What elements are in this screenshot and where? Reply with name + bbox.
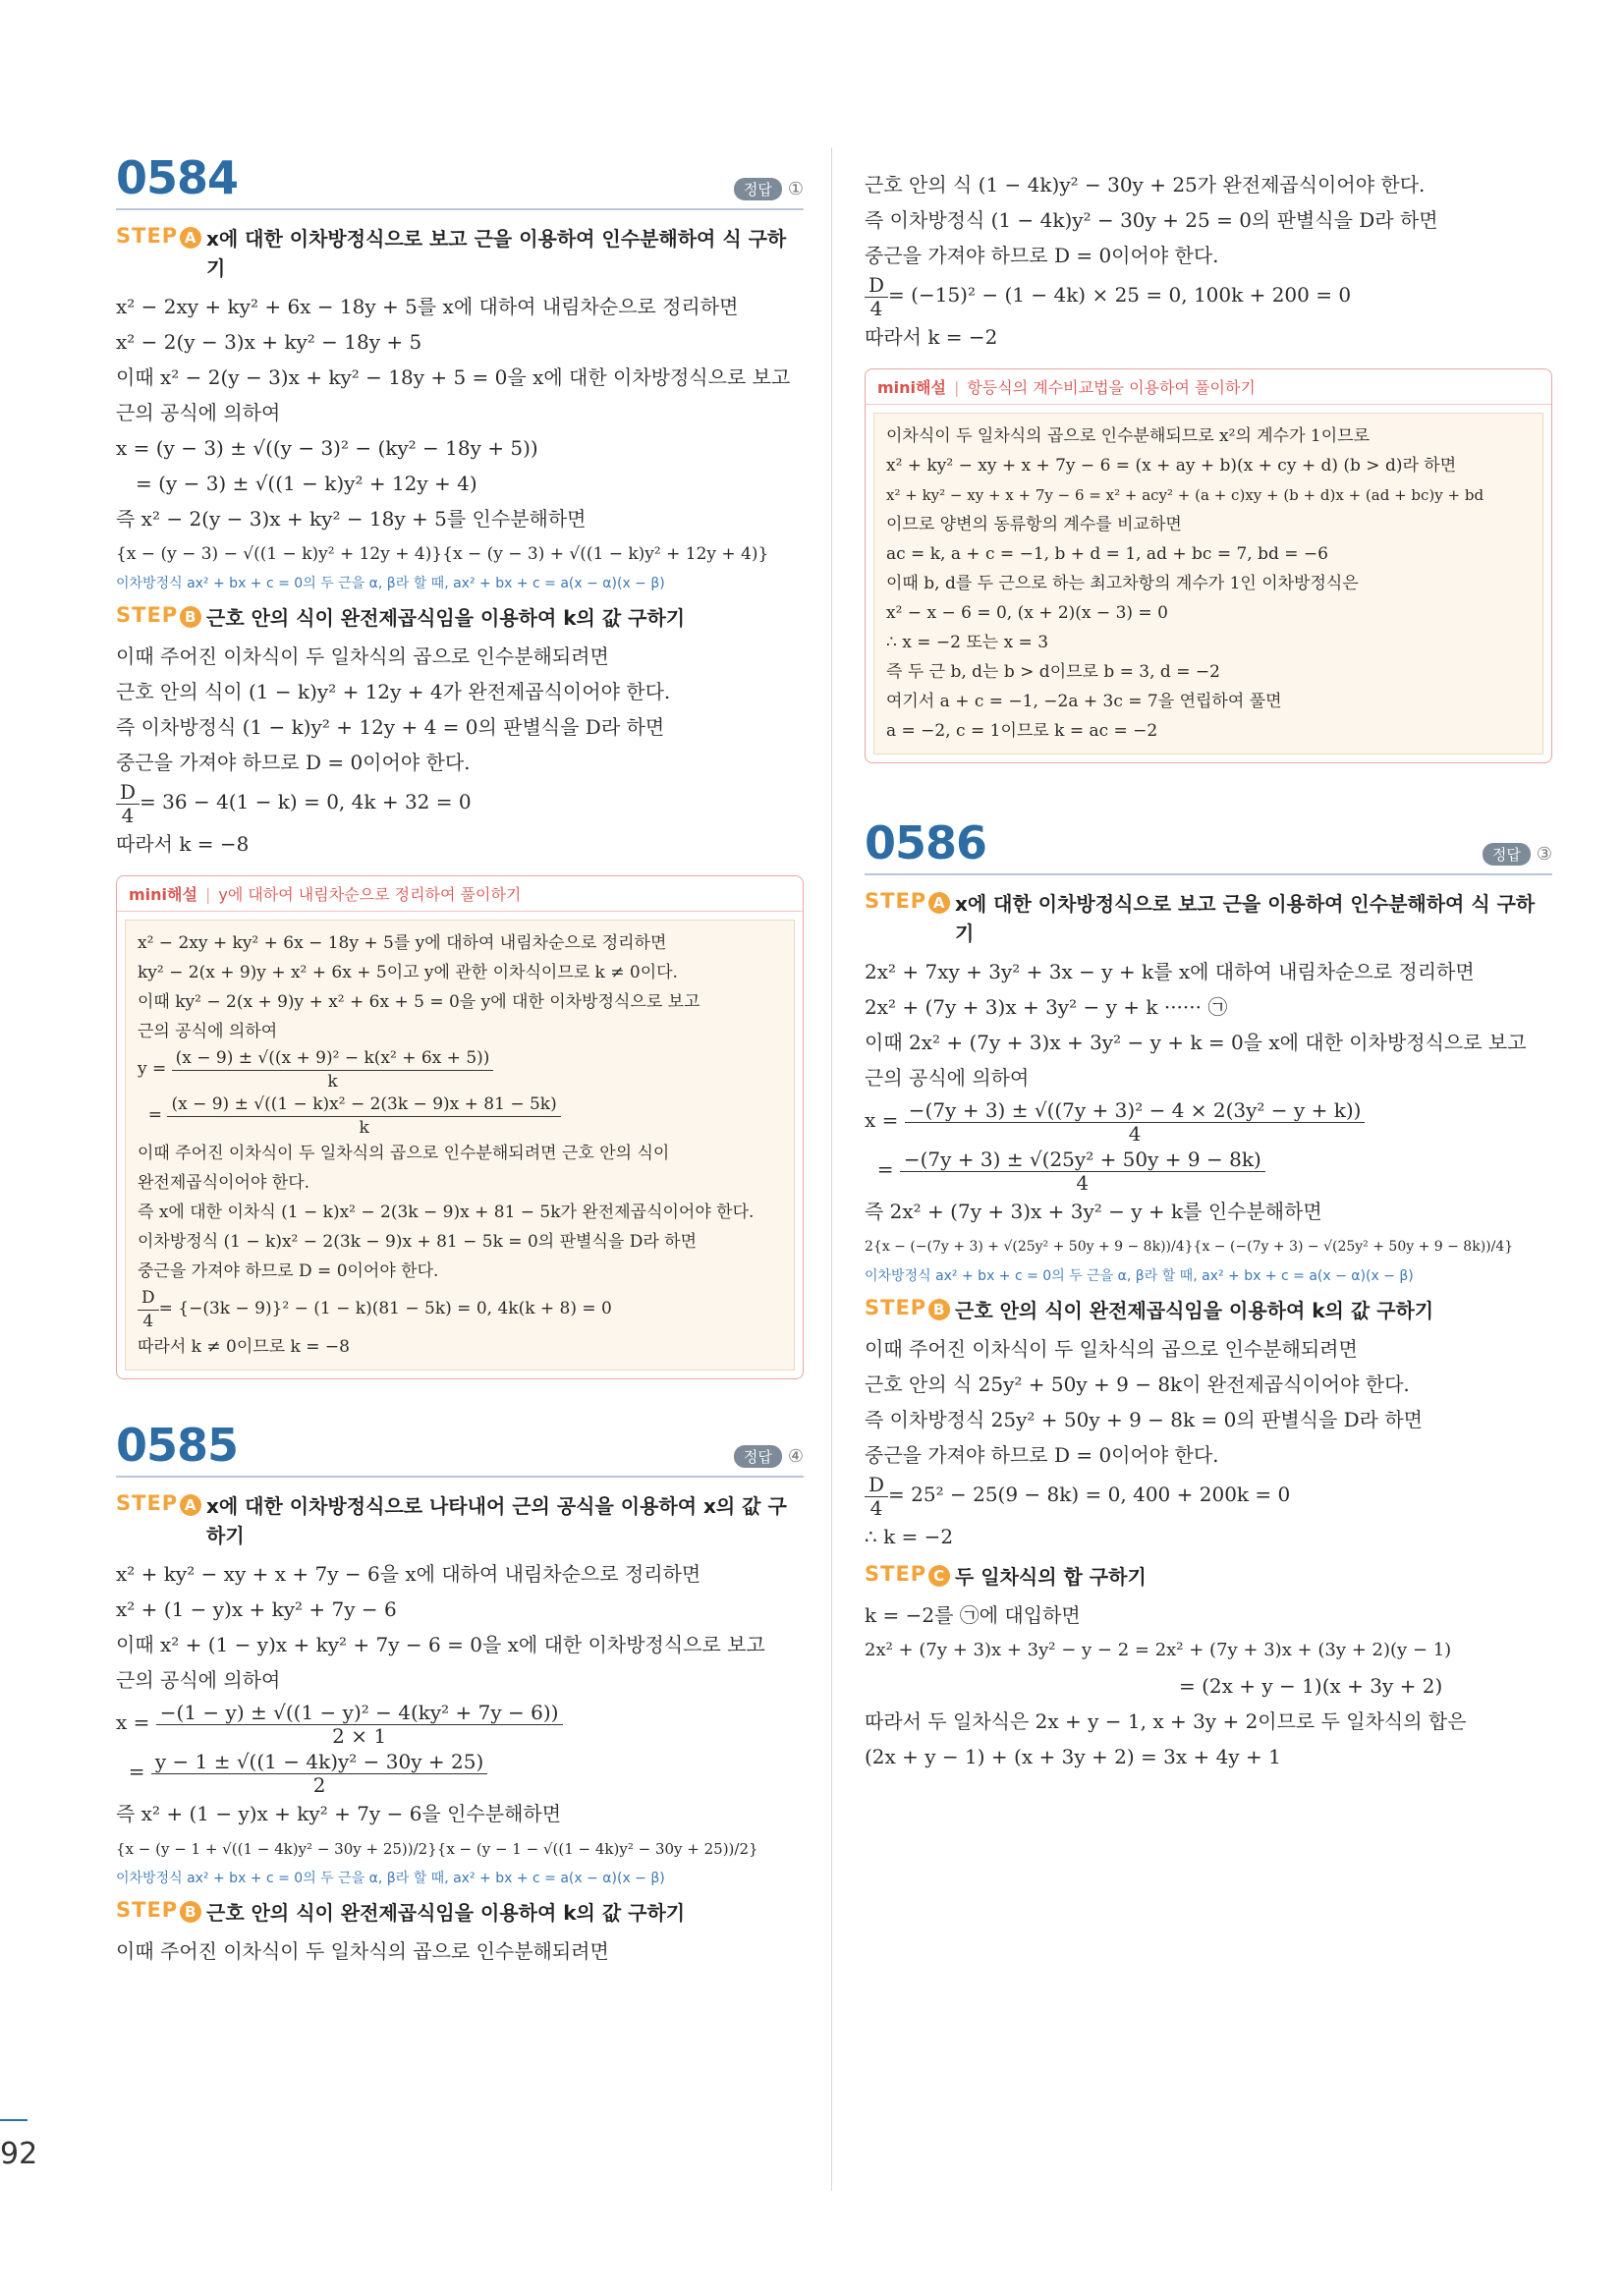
problem-number: 0585 [116,1419,239,1472]
solution-line: = $\frac{\text{y − 1 ± √((1 − 4k)y² − 30y + 25)}}{2}$ [116,1747,804,1796]
solution-line: 중근을 가져야 하므로 D = 0이어야 한다. [865,1443,1219,1467]
solution-line: 이때 주어진 이차식이 두 일차식의 곱으로 인수분해되려면 [865,1337,1358,1361]
solution-line: k = −2를 ㉠에 대입하면 [865,1603,1081,1627]
page-number: 92 [0,2137,38,2171]
solution-line: 2x² + (7y + 3)x + 3y² − y − 2 = 2x² + (7y + 3)x + (3y + 2)(y − 1) [865,1640,1452,1660]
solution-line: {x − (y − 3) − √((1 − k)y² + 12y + 4)}{x − (y − 3) + √((1 − k)y² + 12y + 4)} [116,544,769,564]
fraction: $\frac{\text{y − 1 ± √((1 − 4k)y² − 30y + 25)}}{2}$ [151,1750,487,1796]
solution-line: 근호 안의 식 25y² + 50y + 9 − 8k이 완전제곱식이어야 한다. [865,1372,1410,1396]
answer-value: ④ [787,1446,804,1467]
solution-line: (2x + y − 1) + (x + 3y + 2) = 3x + 4y + 1 [865,1745,1281,1768]
step-title: 근호 안의 식이 완전제곱식임을 이용하여 k의 값 구하기 [206,606,686,630]
mini-line: x² + ky² − xy + x + 7y − 6 = x² + acy² + (a + c)xy + (b + d)x + (ad + bc)y + bd [886,486,1484,504]
solution-line: = (y − 3) ± √((1 − k)y² + 12y + 4) [136,472,477,495]
mini-body [873,413,1543,755]
step-tag: STEP A [116,224,206,249]
step-b [116,603,804,633]
reference-note: 이차방정식 ax² + bx + c = 0의 두 근을 α, β라 할 때, ax² + bx + c = a(x − α)(x − β) [116,1871,665,1886]
solution-line: x = $\frac{\text{−(1 − y) ± √((1 − y)² − 4(ky² + 7y − 6))}}{2 \times 1}$ [116,1698,804,1747]
fraction: $\frac{D}{4}$ [116,780,140,826]
solution-line: 근호 안의 식이 (1 − k)y² + 12y + 4가 완전제곱식이어야 한다. [116,680,671,703]
step-tag: STEP A [865,889,955,914]
mini-header: mini해설 | y에 대하여 내림차순으로 정리하여 풀이하기 [117,876,803,912]
mini-line: ∴ x = −2 또는 x = 3 [886,633,1049,652]
problem-number: 0584 [116,151,239,204]
right-column [865,167,1552,1774]
answer-value: ① [787,179,804,199]
mini-line: 여기서 a + c = −1, −2a + 3c = 7을 연립하여 풀면 [886,692,1282,711]
solution-line: 이때 2x² + (7y + 3)x + 3y² − y + k = 0을 x에 대한 이차방정식으로 보고 [865,1031,1527,1054]
mini-line: 완전제곱식이어야 한다. [138,1173,310,1193]
solution-line: 2{x − (−(7y + 3) + √(25y² + 50y + 9 − 8k))/4}{x − (−(7y + 3) − √(25y² + 50y + 9 − 8k))/4} [865,1239,1514,1255]
fraction: $\frac{\text{(x − 9) ± √((x + 9)² − k(x² + 6x + 5))}}{k}$ [172,1046,494,1092]
solution-line: 이때 주어진 이차식이 두 일차식의 곱으로 인수분해되려면 [116,644,609,668]
solution-line: 근호 안의 식 (1 − 4k)y² − 30y + 25가 완전제곱식이어야 한다. [865,173,1426,196]
step-title: x에 대한 이차방정식으로 보고 근을 이용하여 인수분해하여 식 구하기 [955,892,1536,945]
fraction: $\frac{\text{−(7y + 3) ± √((7y + 3)² − 4 × 2(3y² − y + k))}}{4}$ [905,1098,1366,1145]
solution-line: x² + ky² − xy + x + 7y − 6을 x에 대하여 내림차순으로 정리하면 [116,1562,701,1586]
left-column [116,147,804,1969]
step-title: x에 대한 이차방정식으로 나타내어 근의 공식을 이용하여 x의 값 구하기 [206,1494,787,1547]
solution-line: ∴ k = −2 [865,1525,954,1548]
solution-line: {x − (y − 1 + √((1 − 4k)y² − 30y + 25))/2}{x − (y − 1 − √((1 − 4k)y² − 30y + 25))/2} [116,1840,758,1858]
mini-line: 이때 ky² − 2(x + 9)y + x² + 6x + 5 = 0을 y에 대한 이차방정식으로 보고 [138,992,700,1012]
mini-line: 이때 b, d를 두 근으로 하는 최고차항의 계수가 1인 이차방정식은 [886,574,1359,593]
step-title: 근호 안의 식이 완전제곱식임을 이용하여 k의 값 구하기 [955,1299,1434,1322]
solution-line: 따라서 k = −2 [865,325,998,349]
problem-header-0586 [865,812,1552,875]
step-tag: STEP A [116,1491,206,1516]
mini-line: 즉 x에 대한 이차식 (1 − k)x² − 2(3k − 9)x + 81 − 5k가 완전제곱식이어야 한다. [138,1203,755,1222]
answer-badge: 정답 [734,178,782,200]
answer-label [734,178,804,200]
step-b [116,1898,804,1928]
step-tag: STEP C [865,1562,955,1587]
mini-explanation [865,368,1552,763]
solution-line: 이때 x² − 2(y − 3)x + ky² − 18y + 5 = 0을 x에 대한 이차방정식으로 보고 [116,365,791,389]
solution-line: 즉 이차방정식 (1 − 4k)y² − 30y + 25 = 0의 판별식을 D라 하면 [865,208,1438,232]
solution-line: $\frac{D}{4}$ = 36 − 4(1 − k) = 0, 4k + 32 = 0 [116,780,804,826]
mini-line: 중근을 가져야 하므로 D = 0이어야 한다. [138,1261,439,1281]
solution-line: 즉 이차방정식 25y² + 50y + 9 − 8k = 0의 판별식을 D라 하면 [865,1408,1423,1431]
mini-line: 근의 공식에 의하여 [138,1022,278,1041]
step-tag: STEP B [865,1296,955,1320]
mini-line: 이차식이 두 일차식의 곱으로 인수분해되므로 x²의 계수가 1이므로 [886,426,1371,446]
mini-line: x² − x − 6 = 0, (x + 2)(x − 3) = 0 [886,603,1168,623]
solution-line: x² + (1 − y)x + ky² + 7y − 6 [116,1597,397,1621]
step-tag: STEP B [116,603,206,628]
answer-label [734,1445,804,1468]
fraction: $\frac{\text{−(7y + 3) ± √(25y² + 50y + 9 − 8k)}}{4}$ [900,1148,1265,1194]
solution-line: 근의 공식에 의하여 [865,1066,1030,1090]
solution-line: 따라서 두 일차식은 2x + y − 1, x + 3y + 2이므로 두 일차식의 합은 [865,1709,1467,1733]
solution-line: 즉 x² + (1 − y)x + ky² + 7y − 6을 인수분해하면 [116,1802,562,1825]
solution-line: 중근을 가져야 하므로 D = 0이어야 한다. [116,751,471,774]
mini-line: ky² − 2(x + 9)y + x² + 6x + 5이고 y에 관한 이차식이므로 k ≠ 0이다. [138,963,678,982]
column-divider [831,147,832,2191]
fraction: $\frac{\text{−(1 − y) ± √((1 − y)² − 4(ky² + 7y − 6))}}{2 \times 1}$ [156,1701,563,1747]
mini-line: a = −2, c = 1이므로 k = ac = −2 [886,721,1158,741]
page-number-bar [0,2119,28,2121]
answer-badge: 정답 [1483,843,1531,866]
solution-line: 즉 2x² + (7y + 3)x + 3y² − y + k를 인수분해하면 [865,1200,1322,1223]
fraction: $\frac{D}{4}$ [865,1473,888,1519]
step-b [865,1296,1552,1325]
solution-line: 이때 x² + (1 − y)x + ky² + 7y − 6 = 0을 x에 대한 이차방정식으로 보고 [116,1633,765,1656]
step-title: 근호 안의 식이 완전제곱식임을 이용하여 k의 값 구하기 [206,1901,686,1925]
solution-line: 이때 주어진 이차식이 두 일차식의 곱으로 인수분해되려면 [116,1939,609,1963]
solution-line: = (2x + y − 1)(x + 3y + 2) [1179,1674,1443,1698]
mini-line: = $\frac{\text{(x − 9) ± √((1 − k)x² − 2(3k − 9)x + 81 − 5k)}}{k}$ [138,1092,782,1139]
solution-line: = $\frac{\text{−(7y + 3) ± √(25y² + 50y + 9 − 8k)}}{4}$ [865,1145,1552,1194]
problem-number: 0586 [865,816,987,869]
solution-line: 따라서 k = −8 [116,832,250,856]
step-a [116,1491,804,1550]
reference-note: 이차방정식 ax² + bx + c = 0의 두 근을 α, β라 할 때, ax² + bx + c = a(x − α)(x − β) [865,1268,1414,1284]
mini-line: 이므로 양변의 동류항의 계수를 비교하면 [886,515,1182,534]
fraction: $\frac{\text{(x − 9) ± √((1 − k)x² − 2(3k − 9)x + 81 − 5k)}}{k}$ [167,1092,560,1139]
solution-line: x = (y − 3) ± √((y − 3)² − (ky² − 18y + 5)) [116,436,538,460]
step-a [116,224,804,283]
solution-line: 근의 공식에 의하여 [116,401,281,424]
problem-header-0584 [116,147,804,210]
solution-line: $\frac{D}{4}$ = (−15)² − (1 − 4k) × 25 = 0, 100k + 200 = 0 [865,273,1552,319]
solution-line: 근의 공식에 의하여 [116,1668,281,1692]
step-c [865,1562,1552,1592]
step-a [865,889,1552,948]
step-title: x에 대한 이차방정식으로 보고 근을 이용하여 인수분해하여 식 구하기 [206,227,787,280]
mini-line: 즉 두 근 b, d는 b > d이므로 b = 3, d = −2 [886,662,1220,682]
mini-line: $\frac{D}{4}$ = {−(3k − 9)}² − (1 − k)(81 − 5k) = 0, 4k(k + 8) = 0 [138,1286,782,1332]
mini-header: mini해설 | 항등식의 계수비교법을 이용하여 풀이하기 [866,369,1551,405]
mini-line: 이때 주어진 이차식이 두 일차식의 곱으로 인수분해되려면 근호 안의 식이 [138,1144,670,1163]
fraction: $\frac{D}{4}$ [138,1286,159,1332]
solution-line: $\frac{D}{4}$ = 25² − 25(9 − 8k) = 0, 400 + 200k = 0 [865,1473,1552,1519]
answer-value: ③ [1536,844,1552,865]
step-title: 두 일차식의 합 구하기 [955,1565,1147,1589]
mini-line: y = $\frac{\text{(x − 9) ± √((x + 9)² − k(x² + 6x + 5))}}{k}$ [138,1046,782,1092]
step-tag: STEP B [116,1898,206,1923]
mini-line: x² + ky² − xy + x + 7y − 6 = (x + ay + b)(x + cy + d) (b > d)라 하면 [886,456,1457,476]
solution-line: 2x² + 7xy + 3y² + 3x − y + k를 x에 대하여 내림차순으로 정리하면 [865,960,1475,983]
fraction: $\frac{D}{4}$ [865,273,888,319]
solution-line: x² − 2xy + ky² + 6x − 18y + 5를 x에 대하여 내림차순으로 정리하면 [116,295,739,318]
mini-body [125,920,795,1371]
mini-line: 이차방정식 (1 − k)x² − 2(3k − 9)x + 81 − 5k = 0의 판별식을 D라 하면 [138,1232,697,1252]
mini-line: ac = k, a + c = −1, b + d = 1, ad + bc = 7, bd = −6 [886,544,1328,564]
solution-line: 즉 이차방정식 (1 − k)y² + 12y + 4 = 0의 판별식을 D라 하면 [116,715,665,739]
solution-line: x = $\frac{\text{−(7y + 3) ± √((7y + 3)² − 4 × 2(3y² − y + k))}}{4}$ [865,1095,1552,1145]
answer-badge: 정답 [734,1445,782,1468]
mini-line: 따라서 k ≠ 0이므로 k = −8 [138,1337,350,1357]
solution-line: x² − 2(y − 3)x + ky² − 18y + 5 [116,330,422,354]
mini-explanation [116,875,804,1379]
solution-line: 즉 x² − 2(y − 3)x + ky² − 18y + 5를 인수분해하면 [116,507,587,531]
solution-line: 중근을 가져야 하므로 D = 0이어야 한다. [865,244,1219,267]
reference-note: 이차방정식 ax² + bx + c = 0의 두 근을 α, β라 할 때, ax² + bx + c = a(x − α)(x − β) [116,576,665,591]
problem-header-0585 [116,1415,804,1478]
mini-line: x² − 2xy + ky² + 6x − 18y + 5를 y에 대하여 내림차순으로 정리하면 [138,933,667,953]
answer-label [1483,843,1552,866]
solution-line: 2x² + (7y + 3)x + 3y² − y + k ······ ㉠ [865,995,1228,1019]
